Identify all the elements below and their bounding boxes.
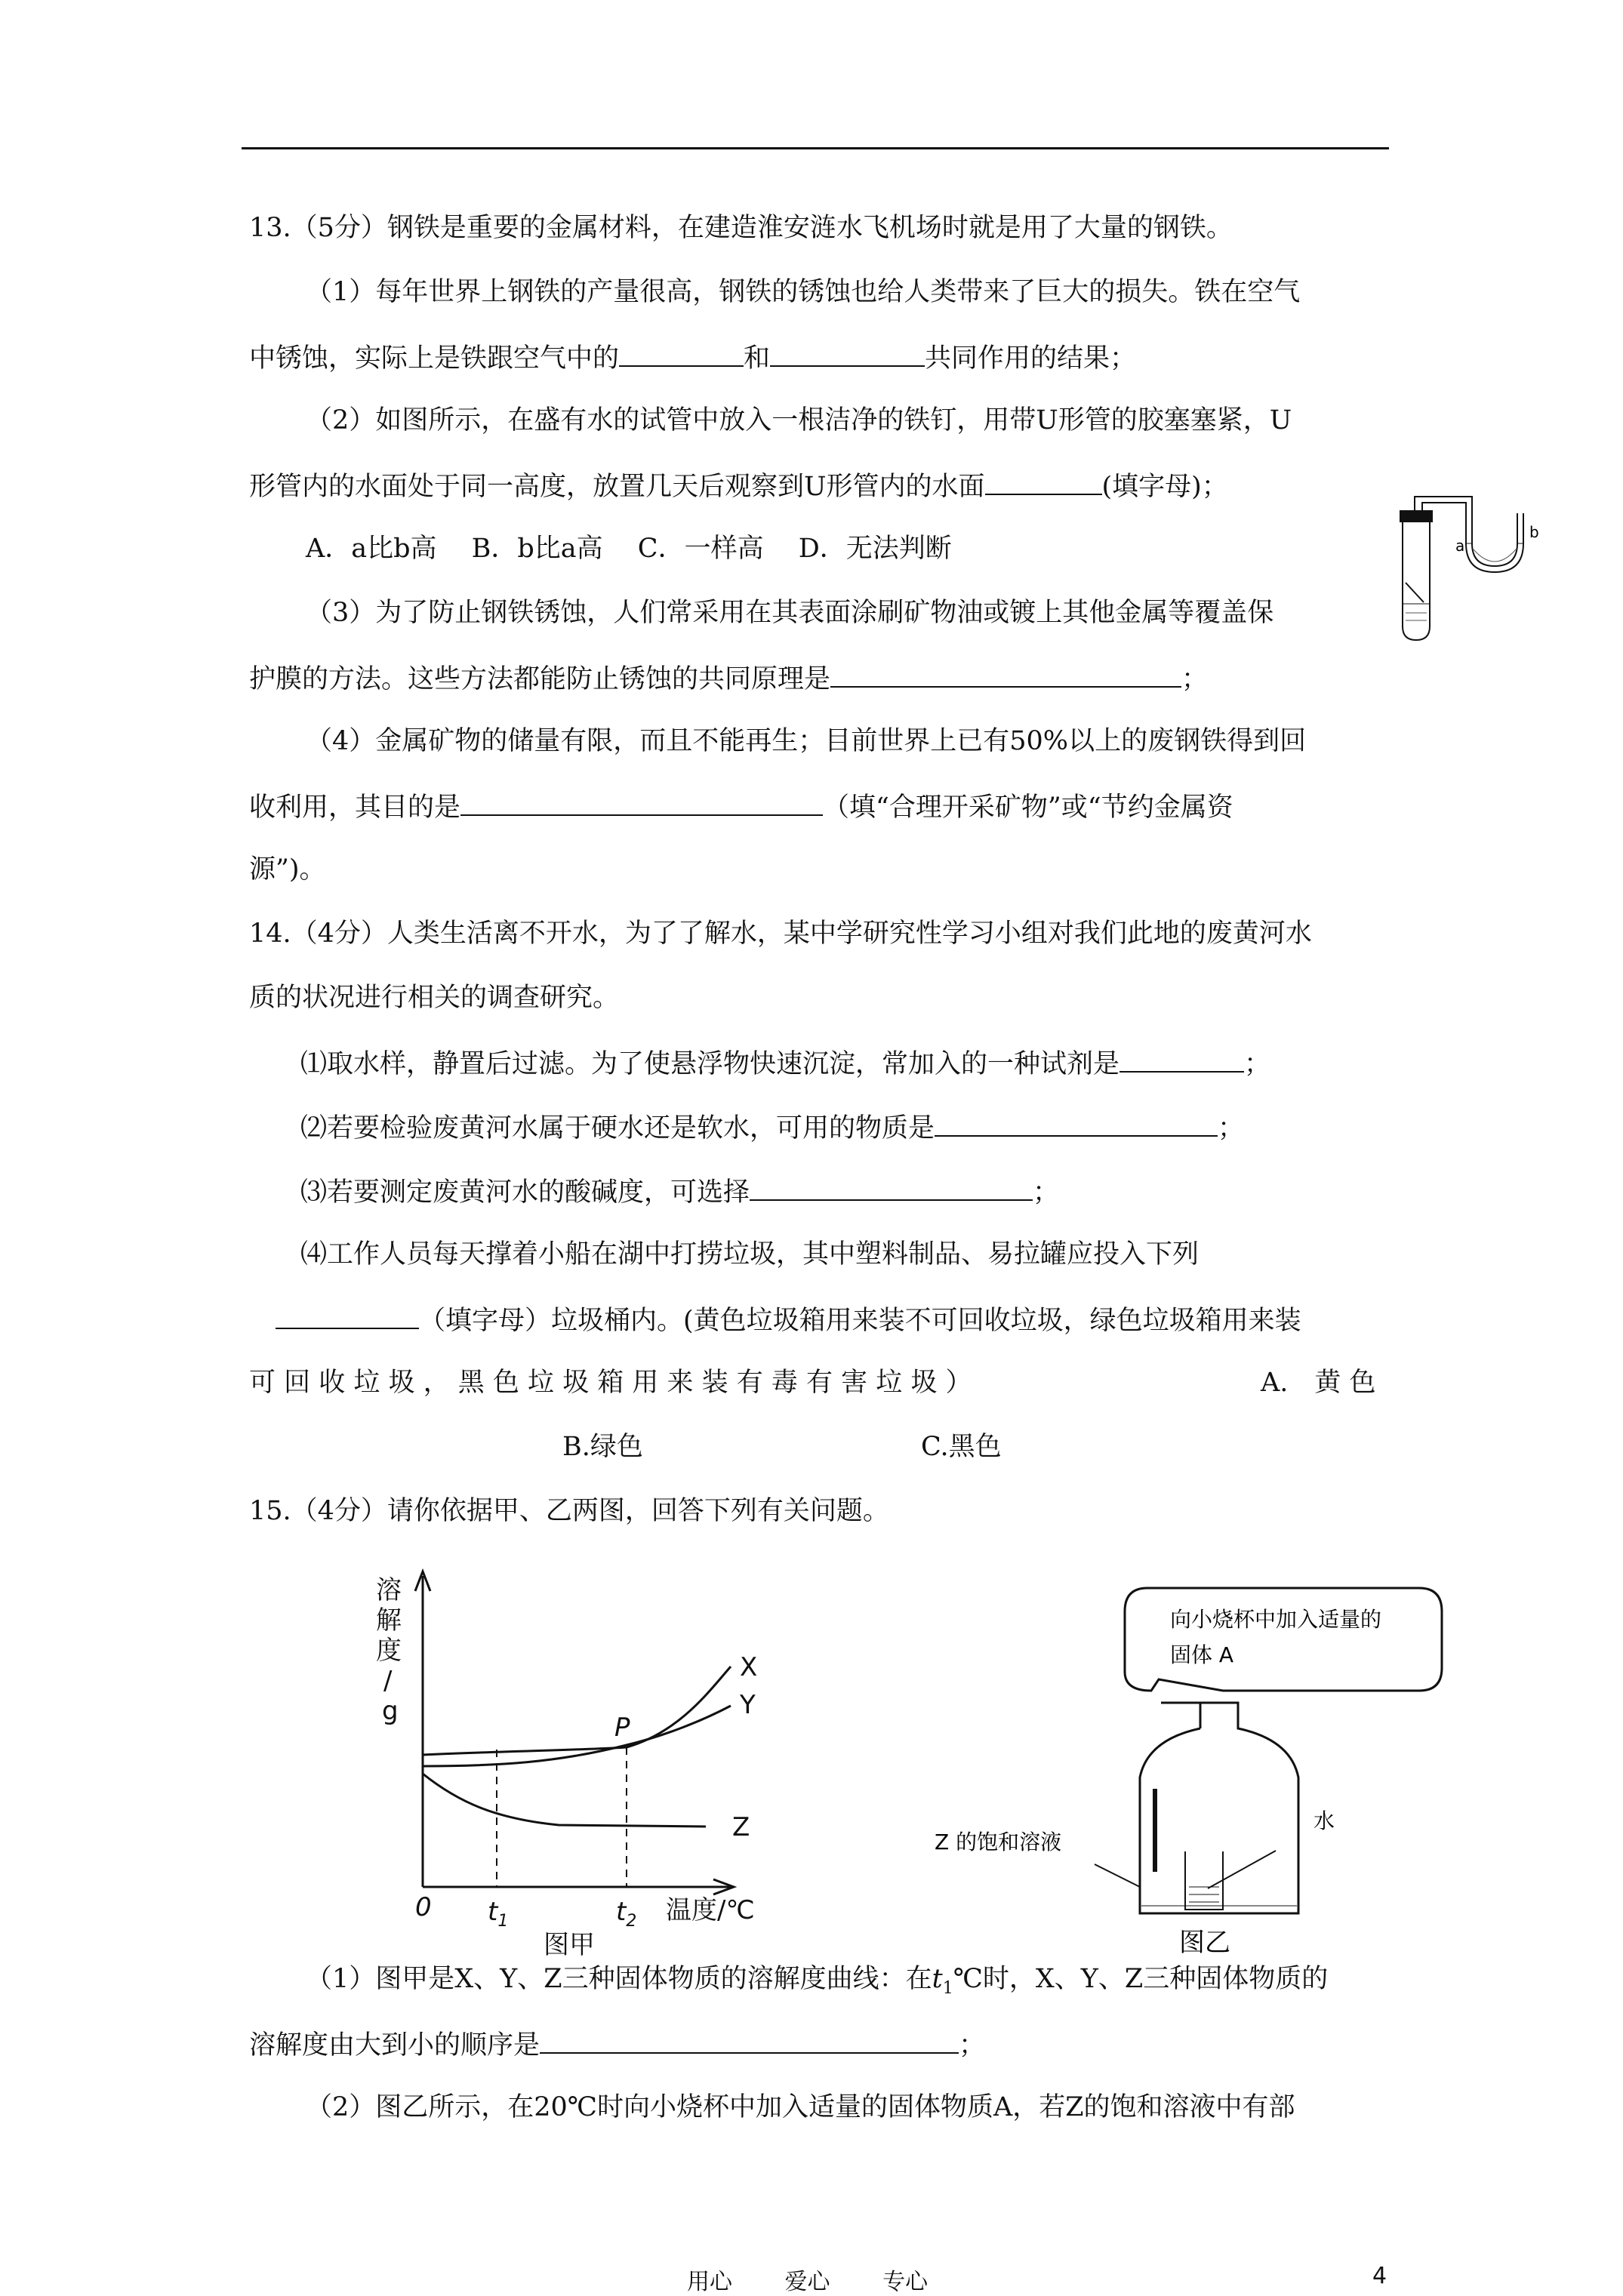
q14-title: 14.（4分）人类生活离不开水，为了了解水，某中学研究性学习小组对我们此地的废黄河水 <box>249 919 1312 949</box>
q14-option-b: B.绿色 <box>562 1432 643 1462</box>
q13-title: 13.（5分）钢铁是重要的金属材料，在建造淮安涟水飞机场时就是用了大量的钢铁。 <box>249 213 1233 243</box>
q14-part1: ⑴取水样，静置后过滤。为了使悬浮物快速沉淀，常加入的一种试剂是 ； <box>300 1045 1270 1081</box>
q13-part1-line2: 中锈蚀，实际上是铁跟空气中的 和 共同作用的结果； <box>249 340 1136 375</box>
curve-z <box>423 1774 706 1827</box>
q14-part4-line1: ⑷工作人员每天撑着小船在湖中打捞垃圾，其中塑料制品、易拉罐应投入下列 <box>300 1239 1200 1270</box>
q13-part4-line3: 源”)。 <box>249 854 326 885</box>
curve-x <box>423 1667 731 1755</box>
q13-part1-line1: （1）每年世界上钢铁的产量很高，钢铁的锈蚀也给人类带来了巨大的损失。铁在空气 <box>306 277 1301 307</box>
curve-x-label: X <box>740 1652 758 1682</box>
page-number: 4 <box>1372 2263 1387 2289</box>
figure-jia-caption: 图甲 <box>544 1930 595 1960</box>
bubble-line2: 固体 A <box>1170 1642 1234 1667</box>
q13-part3-line1: （3）为了防止钢铁锈蚀，人们常采用在其表面涂刷矿物油或镀上其他金属等覆盖保 <box>306 598 1274 628</box>
answer-blank[interactable] <box>935 1110 1218 1137</box>
q14-part2: ⑵若要检验废黄河水属于硬水还是软水，可用的物质是 ； <box>300 1110 1244 1145</box>
q13-part3-line2: 护膜的方法。这些方法都能防止锈蚀的共同原理是 ； <box>249 660 1208 696</box>
rubber-stopper <box>1400 510 1433 522</box>
t1-label: $t_1$ <box>488 1897 509 1931</box>
curve-z-label: Z <box>732 1812 750 1842</box>
q14-part4-line2: （填字母）垃圾桶内。(黄色垃圾箱用来装不可回收垃圾，绿色垃圾箱用来装 <box>276 1302 1301 1337</box>
small-beaker <box>1185 1851 1223 1910</box>
curve-y-label: Y <box>740 1690 756 1720</box>
answer-blank[interactable] <box>460 789 823 816</box>
y-label-3: 度 <box>376 1636 402 1666</box>
t2-label: $t_2$ <box>616 1897 637 1931</box>
answer-blank[interactable] <box>985 468 1102 495</box>
q14-title-line2: 质的状况进行相关的调查研究。 <box>249 983 620 1013</box>
footer-motto: 用心 爱心 专心 <box>687 2269 929 2295</box>
q15-title: 15.（4分）请你依据甲、乙两图，回答下列有关问题。 <box>249 1496 889 1526</box>
y-label-2: 解 <box>376 1605 402 1636</box>
water-label: 水 <box>1313 1808 1335 1833</box>
x-axis-label: 温度/℃ <box>666 1895 755 1925</box>
q15-part2-line1: （2）图乙所示，在20℃时向小烧杯中加入适量的固体物质A，若Z的饱和溶液中有部 <box>306 2092 1295 2122</box>
label-a: a <box>1455 537 1465 555</box>
q13-part4-line2: 收利用，其目的是 （填“合理开采矿物”或“节约金属资 <box>249 789 1233 824</box>
q15-part1-line2: 溶解度由大到小的顺序是 ； <box>249 2027 985 2062</box>
solution-pointer <box>1095 1864 1140 1887</box>
beaker-liquid <box>1189 1887 1219 1902</box>
q14-part3: ⑶若要测定废黄河水的酸碱度，可选择 ； <box>300 1174 1059 1209</box>
bottle-figure <box>921 1570 1464 1962</box>
label-b: b <box>1529 523 1539 541</box>
water-pointer <box>1208 1851 1276 1888</box>
q13-part4-line1: （4）金属矿物的储量有限，而且不能再生；目前世界上已有50%以上的废钢铁得到回 <box>306 726 1307 756</box>
answer-blank[interactable] <box>1119 1045 1244 1073</box>
q14-option-c: C.黑色 <box>921 1432 1002 1462</box>
answer-blank[interactable] <box>276 1302 419 1329</box>
q14-part4-line3: 可 回 收 垃 圾 ， 黑 色 垃 圾 箱 用 来 装 有 毒 有 害 垃 圾 ） <box>249 1368 972 1398</box>
bubble-line1: 向小烧杯中加入适量的 <box>1170 1607 1382 1632</box>
answer-blank[interactable] <box>619 340 744 367</box>
speech-bubble <box>1125 1588 1442 1691</box>
point-p-label: P <box>614 1713 630 1743</box>
y-label-5: g <box>382 1696 399 1726</box>
y-label-4: / <box>383 1666 393 1696</box>
q15-part1-line1: （1）图甲是X、Y、Z三种固体物质的溶解度曲线：在$t_1℃$时，X、Y、Z三种固体物质的 <box>306 1964 1329 1998</box>
origin-label: 0 <box>415 1892 432 1922</box>
solubility-curve-figure <box>370 1555 823 1960</box>
q13-part2-line1: （2）如图所示，在盛有水的试管中放入一根洁净的铁钉，用带U形管的胶塞塞紧，U <box>306 405 1292 436</box>
y-label-1: 溶 <box>376 1575 402 1605</box>
q14-option-a: A. 黄 色 <box>1261 1368 1376 1398</box>
test-tube-figure <box>1389 483 1593 645</box>
answer-blank[interactable] <box>830 660 1181 688</box>
q13-options: A．a比b高 B．b比a高 C．一样高 D．无法判断 <box>306 534 952 564</box>
header-rule <box>242 147 1389 149</box>
answer-blank[interactable] <box>750 1174 1033 1201</box>
answer-blank[interactable] <box>770 340 925 367</box>
answer-blank[interactable] <box>540 2027 959 2054</box>
q13-part2-line2: 形管内的水面处于同一高度，放置几天后观察到U形管内的水面 (填字母)； <box>249 468 1228 503</box>
figure-yi-caption: 图乙 <box>1179 1928 1230 1958</box>
z-solution-label: Z 的饱和溶液 <box>935 1830 1062 1854</box>
